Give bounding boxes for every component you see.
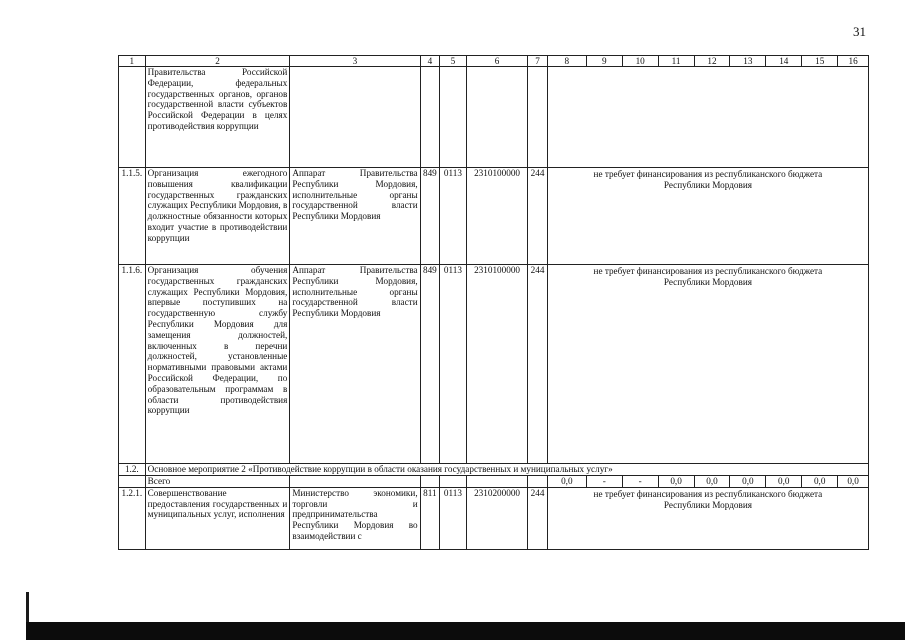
table-row	[119, 168, 869, 265]
amount-cell: 0,0	[802, 476, 838, 488]
measure-name-cell: Организация обучения государственных гражданских служащих Республики Мордовия, впервые поступивших на государственную службу Республики Мордовия для замещения должностей, включенных в перечни должностей, установленные нормативными правовыми актами Российской Федерации, по образовательным программам в области противодействия коррупции	[145, 265, 290, 464]
executor-cell: Аппарат Правительства Республики Мордовия, исполнительные органы государственной власти Республики Мордовия	[290, 168, 420, 265]
code-cell: 244	[528, 168, 547, 265]
code-cell: 2310100000	[466, 265, 528, 464]
code-cell	[420, 476, 439, 488]
header-cell: 10	[622, 56, 658, 67]
amount-cell: 0,0	[766, 476, 802, 488]
header-cell: 13	[730, 56, 766, 67]
measure-name-cell: Совершенствование предоставления государственных и муниципальных услуг, исполнения	[145, 487, 290, 549]
code-cell: 244	[528, 265, 547, 464]
header-cell: 6	[466, 56, 528, 67]
financing-cell: не требует финансирования из республиканского бюджета Республики Мордовия	[547, 168, 868, 265]
amount-cell: 0,0	[547, 476, 586, 488]
code-cell: 244	[528, 487, 547, 549]
table-row	[119, 487, 869, 549]
code-cell	[420, 67, 439, 168]
header-cell: 4	[420, 56, 439, 67]
amount-cell: -	[586, 476, 622, 488]
code-cell	[466, 67, 528, 168]
financing-cell	[547, 67, 868, 168]
executor-cell: Аппарат Правительства Республики Мордовия, исполнительные органы государственной власти Республики Мордовия	[290, 265, 420, 464]
amount-cell: 0,0	[838, 476, 869, 488]
code-cell	[528, 67, 547, 168]
total-label-cell: Всего	[145, 476, 290, 488]
code-cell: 0113	[440, 168, 467, 265]
code-cell	[466, 476, 528, 488]
executor-cell	[290, 67, 420, 168]
section-title-cell: Основное мероприятие 2 «Противодействие коррупции в области оказания государственных и муниципальных услуг»	[145, 464, 868, 476]
amount-cell: 0,0	[730, 476, 766, 488]
measure-name-cell: Правительства Российской Федерации, федеральных государственных органов, органов государственной власти субъектов Российской Федерации в целях противодействия коррупции	[145, 67, 290, 168]
code-cell: 849	[420, 265, 439, 464]
header-row	[119, 56, 869, 67]
code-cell: 811	[420, 487, 439, 549]
row-number-cell: 1.1.6.	[119, 265, 146, 464]
measure-name-cell: Организация ежегодного повышения квалификации государственных гражданских служащих Республики Мордовия, в должностные обязанности которых входит участие в противодействии коррупции	[145, 168, 290, 265]
header-cell: 7	[528, 56, 547, 67]
code-cell: 2310200000	[466, 487, 528, 549]
amount-cell: -	[622, 476, 658, 488]
executor-cell	[290, 476, 420, 488]
header-cell: 5	[440, 56, 467, 67]
code-cell	[440, 476, 467, 488]
header-cell: 15	[802, 56, 838, 67]
section-row	[119, 464, 869, 476]
code-cell	[440, 67, 467, 168]
code-cell: 0113	[440, 487, 467, 549]
row-number-cell: 1.2.1.	[119, 487, 146, 549]
header-cell: 14	[766, 56, 802, 67]
table-row	[119, 67, 869, 168]
program-table	[118, 55, 869, 550]
code-cell: 849	[420, 168, 439, 265]
code-cell: 2310100000	[466, 168, 528, 265]
row-number-cell	[119, 67, 146, 168]
header-cell: 9	[586, 56, 622, 67]
header-cell: 16	[838, 56, 869, 67]
header-cell: 2	[145, 56, 290, 67]
header-cell: 12	[694, 56, 730, 67]
code-cell	[528, 476, 547, 488]
header-cell: 3	[290, 56, 420, 67]
amount-cell: 0,0	[658, 476, 694, 488]
header-cell: 11	[658, 56, 694, 67]
scan-bottom-edge	[26, 622, 905, 640]
amount-cell: 0,0	[694, 476, 730, 488]
financing-cell: не требует финансирования из республиканского бюджета Республики Мордовия	[547, 265, 868, 464]
financing-cell: не требует финансирования из республиканского бюджета Республики Мордовия	[547, 487, 868, 549]
total-row	[119, 476, 869, 488]
row-number-cell: 1.2.	[119, 464, 146, 476]
scan-edge-line	[26, 592, 29, 622]
header-cell: 1	[119, 56, 146, 67]
page-number: 31	[853, 24, 866, 39]
executor-cell: Министерство экономики, торговли и предпринимательства Республики Мордовия во взаимодействии с	[290, 487, 420, 549]
header-cell: 8	[547, 56, 586, 67]
row-number-cell	[119, 476, 146, 488]
table-row	[119, 265, 869, 464]
code-cell: 0113	[440, 265, 467, 464]
row-number-cell: 1.1.5.	[119, 168, 146, 265]
